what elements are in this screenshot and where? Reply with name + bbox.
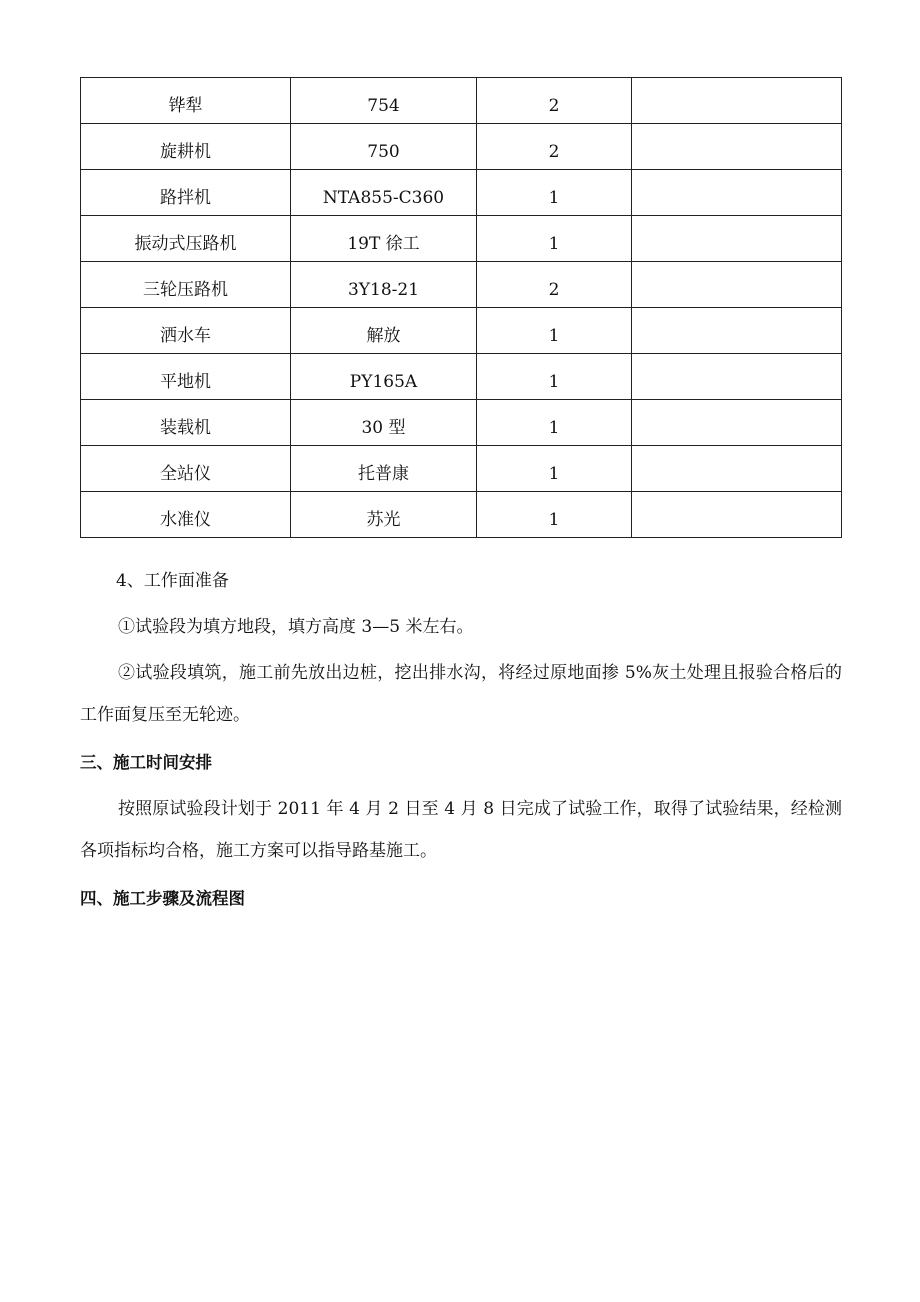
paragraph-schedule: 按照原试验段计划于 2011 年 4 月 2 日至 4 月 8 日完成了试验工作，取得了试验结果，经检测各项指标均合格，施工方案可以指导路基施工。 [80, 799, 842, 861]
table-row [81, 308, 842, 354]
equipment-model-cell: 19T 徐工 [291, 216, 477, 262]
equipment-name-cell: 铧犁 [81, 78, 291, 124]
equipment-name-cell: 路拌机 [81, 170, 291, 216]
equipment-qty-cell: 2 [477, 262, 632, 308]
equipment-note-cell [632, 262, 842, 308]
equipment-name-cell: 洒水车 [81, 308, 291, 354]
equipment-note-cell [632, 170, 842, 216]
table-row [81, 262, 842, 308]
equipment-name-cell: 水准仪 [81, 492, 291, 538]
equipment-table-body [81, 78, 842, 538]
section-heading-three: 三、施工时间安排 [80, 753, 212, 772]
equipment-name-cell: 装载机 [81, 400, 291, 446]
equipment-model-cell: 754 [291, 78, 477, 124]
equipment-model-cell: 解放 [291, 308, 477, 354]
equipment-name-cell: 振动式压路机 [81, 216, 291, 262]
equipment-note-cell [632, 446, 842, 492]
paragraph-item-1: ①试验段为填方地段，填方高度 3—5 米左右。 [118, 617, 474, 637]
equipment-name-cell: 三轮压路机 [81, 262, 291, 308]
equipment-model-cell: 30 型 [291, 400, 477, 446]
equipment-qty-cell: 1 [477, 446, 632, 492]
table-row [81, 78, 842, 124]
document-body [80, 560, 842, 920]
section-heading-four: 四、施工步骤及流程图 [80, 889, 245, 908]
equipment-model-cell: 3Y18-21 [291, 262, 477, 308]
equipment-note-cell [632, 400, 842, 446]
equipment-name-cell: 旋耕机 [81, 124, 291, 170]
equipment-qty-cell: 1 [477, 308, 632, 354]
equipment-model-cell: PY165A [291, 354, 477, 400]
equipment-qty-cell: 2 [477, 124, 632, 170]
table-row [81, 170, 842, 216]
equipment-name-cell: 平地机 [81, 354, 291, 400]
equipment-name-cell: 全站仪 [81, 446, 291, 492]
table-row [81, 216, 842, 262]
equipment-note-cell [632, 78, 842, 124]
paragraph-item-2: ②试验段填筑，施工前先放出边桩，挖出排水沟，将经过原地面掺 5%灰土处理且报验合格后的工作面复压至无轮迹。 [80, 663, 842, 725]
equipment-note-cell [632, 124, 842, 170]
equipment-qty-cell: 1 [477, 492, 632, 538]
table-row [81, 354, 842, 400]
equipment-qty-cell: 1 [477, 400, 632, 446]
equipment-qty-cell: 1 [477, 216, 632, 262]
table-row [81, 124, 842, 170]
table-row [81, 492, 842, 538]
equipment-model-cell: 750 [291, 124, 477, 170]
equipment-model-cell: 托普康 [291, 446, 477, 492]
equipment-qty-cell: 2 [477, 78, 632, 124]
equipment-qty-cell: 1 [477, 354, 632, 400]
equipment-note-cell [632, 492, 842, 538]
equipment-qty-cell: 1 [477, 170, 632, 216]
equipment-note-cell [632, 308, 842, 354]
equipment-model-cell: NTA855-C360 [291, 170, 477, 216]
table-row [81, 400, 842, 446]
equipment-note-cell [632, 354, 842, 400]
section-title-work-surface: 4、工作面准备 [116, 571, 229, 591]
equipment-note-cell [632, 216, 842, 262]
equipment-model-cell: 苏光 [291, 492, 477, 538]
equipment-table [80, 77, 842, 538]
table-row [81, 446, 842, 492]
